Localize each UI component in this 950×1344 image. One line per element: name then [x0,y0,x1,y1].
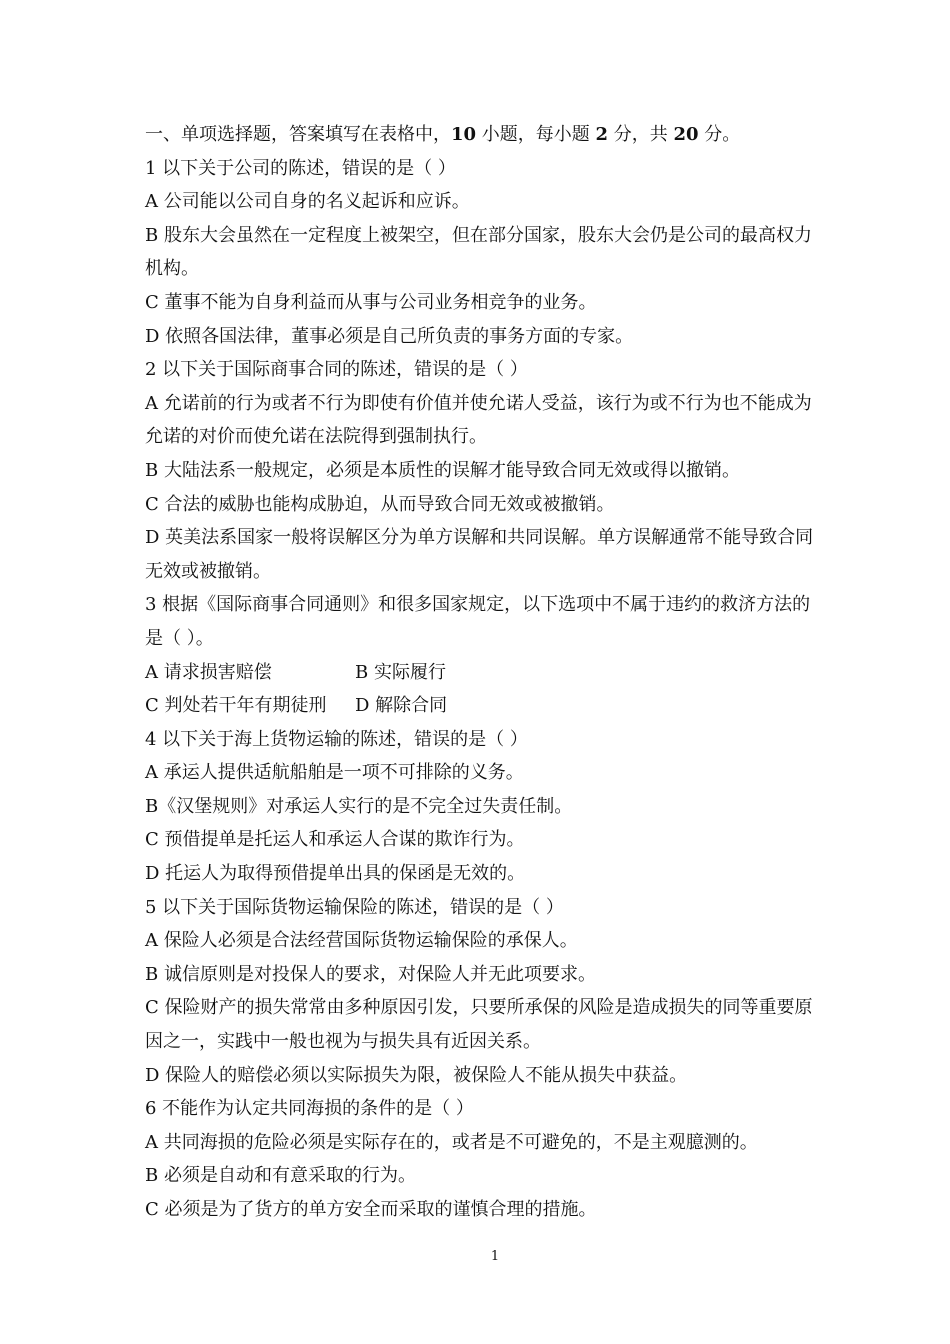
total-points: 20 [673,124,699,145]
question-5-option-b: B 诚信原则是对投保人的要求，对保险人并无此项要求。 [145,963,596,985]
question-1-stem: 1 以下关于公司的陈述，错误的是（ ） [145,157,456,179]
question-3-stem: 3 根据《国际商事合同通则》和很多国家规定，以下选项中不属于违约的救济方法的 [145,594,811,616]
question-5-option-a: A 保险人必须是合法经营国际货物运输保险的承保人。 [145,930,578,952]
section-header [145,118,850,152]
section-header-text: 分，共 [608,124,674,145]
question-4-option-b: B《汉堡规则》对承运人实行的是不完全过失责任制。 [145,795,573,817]
question-1-option-b-cont: 机构。 [145,258,199,280]
question-2-option-a: A 允诺前的行为或者不行为即使有价值并使允诺人受益，该行为或不行为也不能成为 [145,392,812,414]
question-1-option-a: A 公司能以公司自身的名义起诉和应诉。 [145,191,470,213]
question-2-option-d-cont: 无效或被撤销。 [145,560,271,582]
question-4-option-c: C 预借提单是托运人和承运人合谋的欺诈行为。 [145,829,525,851]
question-3-options-row-2 [145,689,850,723]
question-4-option-d: D 托运人为取得预借提单出具的保函是无效的。 [145,863,526,885]
question-5-option-d: D 保险人的赔偿必须以实际损失为限，被保险人不能从损失中获益。 [145,1064,688,1086]
question-3-stem-cont: 是（ ）。 [145,627,214,649]
question-2-option-b: B 大陆法系一般规定，必须是本质性的误解才能导致合同无效或得以撤销。 [145,459,740,481]
question-6-stem: 6 不能作为认定共同海损的条件的是（ ） [145,1098,474,1120]
question-6-option-b: B 必须是自动和有意采取的行为。 [145,1165,416,1187]
points-per-question: 2 [595,124,609,145]
question-1-option-c: C 董事不能为自身利益而从事与公司业务相竞争的业务。 [145,291,597,313]
question-2-stem: 2 以下关于国际商事合同的陈述，错误的是（ ） [145,359,528,381]
question-4-stem: 4 以下关于海上货物运输的陈述，错误的是（ ） [145,728,528,750]
question-count: 10 [451,124,477,145]
question-3-option-b: B 实际履行 [355,661,446,683]
page-number: 1 [490,1249,500,1264]
section-header-suffix: 分。 [698,124,741,145]
question-3-option-d: D 解除合同 [355,695,448,717]
question-5-option-c: C 保险财产的损失常常由多种原因引发，只要所承保的风险是造成损失的同等重要原 [145,997,813,1019]
question-1-option-b: B 股东大会虽然在一定程度上被架空，但在部分国家，股东大会仍是公司的最高权力 [145,224,812,246]
question-6-option-a: A 共同海损的危险必须是实际存在的，或者是不可避免的，不是主观臆测的。 [145,1131,758,1153]
question-3-option-a: A 请求损害赔偿 [145,661,272,683]
question-2-option-c: C 合法的威胁也能构成胁迫，从而导致合同无效或被撤销。 [145,493,615,515]
question-6-option-c: C 必须是为了货方的单方安全而采取的谨慎合理的措施。 [145,1199,597,1220]
question-2-option-a-cont: 允诺的对价而使允诺在法院得到强制执行。 [145,426,487,448]
section-header-prefix: 一、单项选择题，答案填写在表格中， [145,124,451,145]
question-3-options-row-1 [145,656,850,690]
question-1-option-d: D 依照各国法律，董事必须是自己所负责的事务方面的专家。 [145,325,634,347]
question-5-option-c-cont: 因之一，实践中一般也视为与损失具有近因关系。 [145,1031,541,1053]
document-body [145,118,850,1227]
section-header-text: 小题，每小题 [476,124,596,145]
question-5-stem: 5 以下关于国际货物运输保险的陈述，错误的是（ ） [145,896,564,918]
question-3-option-c: C 判处若干年有期徒刑 [145,695,327,717]
question-4-option-a: A 承运人提供适航船舶是一项不可排除的义务。 [145,762,524,784]
question-2-option-d: D 英美法系国家一般将误解区分为单方误解和共同误解。单方误解通常不能导致合同 [145,527,814,549]
